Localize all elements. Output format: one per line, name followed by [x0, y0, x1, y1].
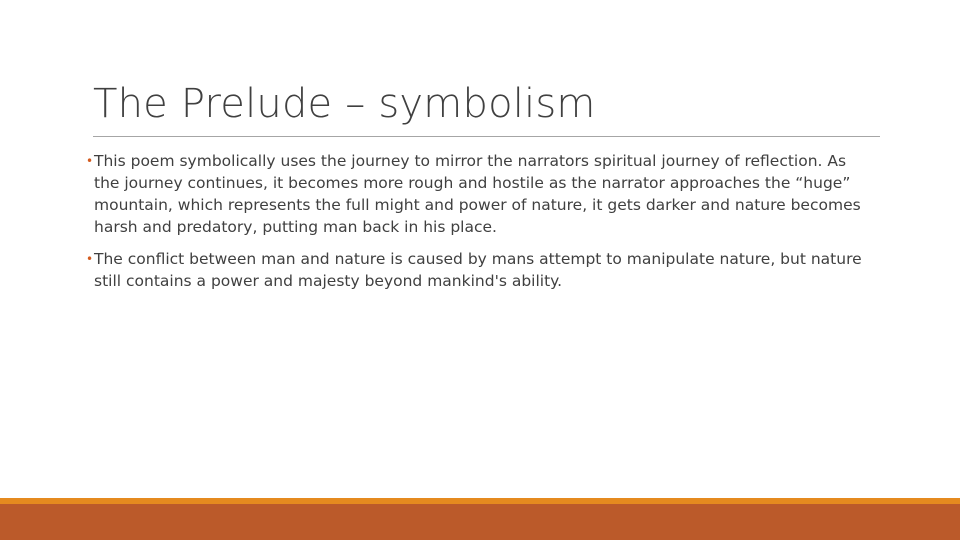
bullet-icon: •: [86, 252, 94, 266]
bullet-text: This poem symbolically uses the journey to mirror the narrators spiritual journey of reflection. As the journey continues, it becomes more rough and hostile as the narrator approaches the “huge” mountain, which represents the full might and power of nature, it gets darker and nature becomes harsh and predatory, putting man back in his place.: [94, 152, 861, 236]
slide-title: The Prelude – symbolism: [93, 81, 596, 127]
bullet-item: [86, 248, 876, 292]
bullet-icon: •: [86, 154, 94, 168]
footer-band: [0, 504, 960, 540]
title-divider: [93, 136, 880, 137]
bullet-text: The conflict between man and nature is caused by mans attempt to manipulate nature, but nature still contains a power and majesty beyond mankind's ability.: [94, 250, 862, 290]
bullet-item: [86, 150, 876, 238]
bullet-list: [86, 150, 876, 302]
